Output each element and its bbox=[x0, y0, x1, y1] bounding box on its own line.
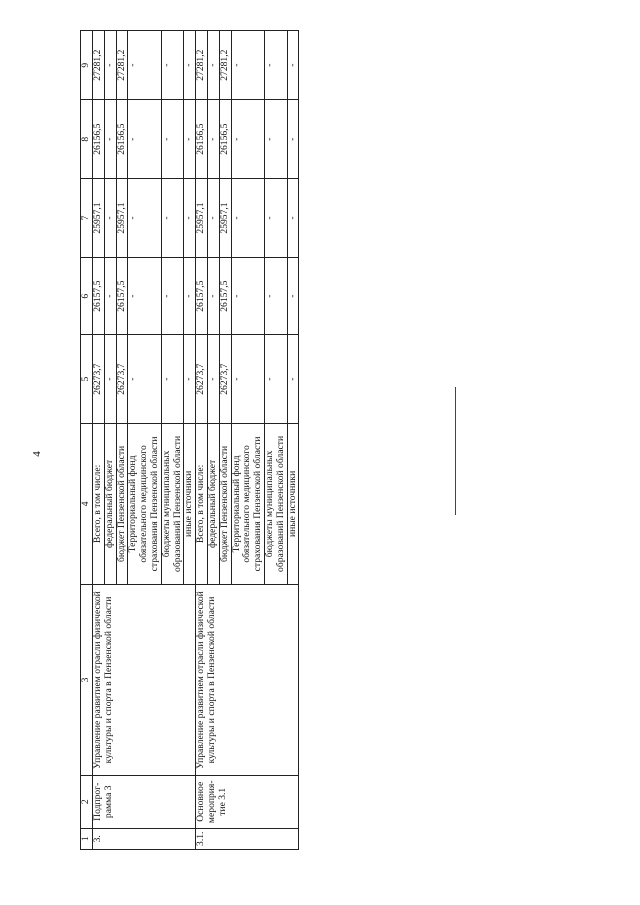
funding-source-cell: федеральный бюджет bbox=[207, 423, 219, 584]
value-cell: 26157,5 bbox=[93, 257, 105, 335]
header-cell: 6 bbox=[81, 257, 93, 335]
value-cell: - bbox=[161, 100, 184, 179]
value-cell: - bbox=[184, 257, 196, 335]
value-cell: - bbox=[264, 257, 287, 335]
value-cell: - bbox=[184, 100, 196, 179]
funding-source-cell: иные источники bbox=[287, 423, 299, 584]
value-cell: - bbox=[264, 179, 287, 258]
value-cell: - bbox=[231, 100, 264, 179]
value-cell: - bbox=[231, 335, 264, 423]
value-cell: - bbox=[287, 31, 299, 100]
header-cell: 5 bbox=[81, 335, 93, 423]
value-cell: 26156,5 bbox=[116, 100, 128, 179]
value-cell: 27281,2 bbox=[116, 31, 128, 100]
value-cell: - bbox=[161, 257, 184, 335]
header-cell: 1 bbox=[81, 828, 93, 849]
value-cell: - bbox=[128, 257, 161, 335]
value-cell: 25957,1 bbox=[196, 179, 208, 258]
page-number: 4 bbox=[30, 451, 43, 457]
header-cell: 4 bbox=[81, 423, 93, 584]
value-cell: 26156,5 bbox=[93, 100, 105, 179]
funding-source-cell: иные источники bbox=[184, 423, 196, 584]
value-cell: - bbox=[231, 31, 264, 100]
header-cell: 8 bbox=[81, 100, 93, 179]
funding-source-cell: Всего, в том числе: bbox=[93, 423, 105, 584]
value-cell: 26273,7 bbox=[116, 335, 128, 423]
value-cell: - bbox=[287, 257, 299, 335]
value-cell: - bbox=[264, 31, 287, 100]
value-cell: 26157,5 bbox=[219, 257, 231, 335]
program-type-cell: Подпрог-рамма 3 bbox=[93, 776, 196, 829]
funding-source-cell: Всего, в том числе: bbox=[196, 423, 208, 584]
program-name-cell: Управление развитием отрасли физической культуры и спорта в Пензенской области bbox=[196, 584, 299, 775]
funding-source-cell: бюджет Пензенской области bbox=[219, 423, 231, 584]
value-cell: - bbox=[287, 179, 299, 258]
funding-source-cell: бюджет Пензенской области bbox=[116, 423, 128, 584]
funding-source-cell: федеральный бюджет bbox=[104, 423, 116, 584]
rotated-table-container bbox=[80, 30, 420, 850]
header-cell: 7 bbox=[81, 179, 93, 258]
program-name-cell: Управление развитием отрасли физической культуры и спорта в Пензенской области bbox=[93, 584, 196, 775]
header-cell: 3 bbox=[81, 584, 93, 775]
value-cell: - bbox=[184, 179, 196, 258]
value-cell: - bbox=[104, 257, 116, 335]
header-cell: 2 bbox=[81, 776, 93, 829]
value-cell: - bbox=[128, 179, 161, 258]
value-cell: 26156,5 bbox=[196, 100, 208, 179]
financing-table bbox=[80, 30, 299, 850]
value-cell: 26157,5 bbox=[116, 257, 128, 335]
funding-source-cell: Территориальный фонд обязательного медицинского страхования Пензенской области bbox=[231, 423, 264, 584]
funding-source-cell: Территориальный фонд обязательного медицинского страхования Пензенской области bbox=[128, 423, 161, 584]
value-cell: 26157,5 bbox=[196, 257, 208, 335]
value-cell: - bbox=[264, 100, 287, 179]
value-cell: 27281,2 bbox=[219, 31, 231, 100]
value-cell: 26273,7 bbox=[196, 335, 208, 423]
value-cell: - bbox=[128, 31, 161, 100]
value-cell: - bbox=[207, 179, 219, 258]
funding-source-cell: бюджеты муниципальных образований Пензенской области bbox=[264, 423, 287, 584]
value-cell: - bbox=[231, 179, 264, 258]
program-type-cell: Основное мероприя-тие 3.1 bbox=[196, 776, 299, 829]
value-cell: - bbox=[161, 179, 184, 258]
row-number-cell: 3.1. bbox=[196, 828, 299, 849]
value-cell: - bbox=[104, 335, 116, 423]
table-body bbox=[93, 31, 299, 850]
value-cell: - bbox=[184, 335, 196, 423]
value-cell: - bbox=[128, 335, 161, 423]
value-cell: - bbox=[161, 31, 184, 100]
value-cell: 25957,1 bbox=[93, 179, 105, 258]
table-row bbox=[196, 31, 208, 850]
value-cell: 26273,7 bbox=[93, 335, 105, 423]
value-cell: - bbox=[207, 335, 219, 423]
value-cell: 26156,5 bbox=[219, 100, 231, 179]
value-cell: - bbox=[104, 179, 116, 258]
value-cell: - bbox=[231, 257, 264, 335]
value-cell: - bbox=[104, 100, 116, 179]
separator-line bbox=[455, 387, 456, 515]
value-cell: 25957,1 bbox=[219, 179, 231, 258]
value-cell: - bbox=[207, 31, 219, 100]
value-cell: 27281,2 bbox=[93, 31, 105, 100]
value-cell: - bbox=[161, 335, 184, 423]
header-cell: 9 bbox=[81, 31, 93, 100]
row-number-cell: 3. bbox=[93, 828, 196, 849]
value-cell: - bbox=[207, 100, 219, 179]
header-row bbox=[81, 31, 93, 850]
value-cell: - bbox=[104, 31, 116, 100]
value-cell: 26273,7 bbox=[219, 335, 231, 423]
value-cell: - bbox=[287, 100, 299, 179]
value-cell: - bbox=[264, 335, 287, 423]
funding-source-cell: бюджеты муниципальных образований Пензенской области bbox=[161, 423, 184, 584]
value-cell: - bbox=[128, 100, 161, 179]
value-cell: - bbox=[207, 257, 219, 335]
value-cell: 27281,2 bbox=[196, 31, 208, 100]
table-row bbox=[93, 31, 105, 850]
value-cell: 25957,1 bbox=[116, 179, 128, 258]
value-cell: - bbox=[184, 31, 196, 100]
value-cell: - bbox=[287, 335, 299, 423]
